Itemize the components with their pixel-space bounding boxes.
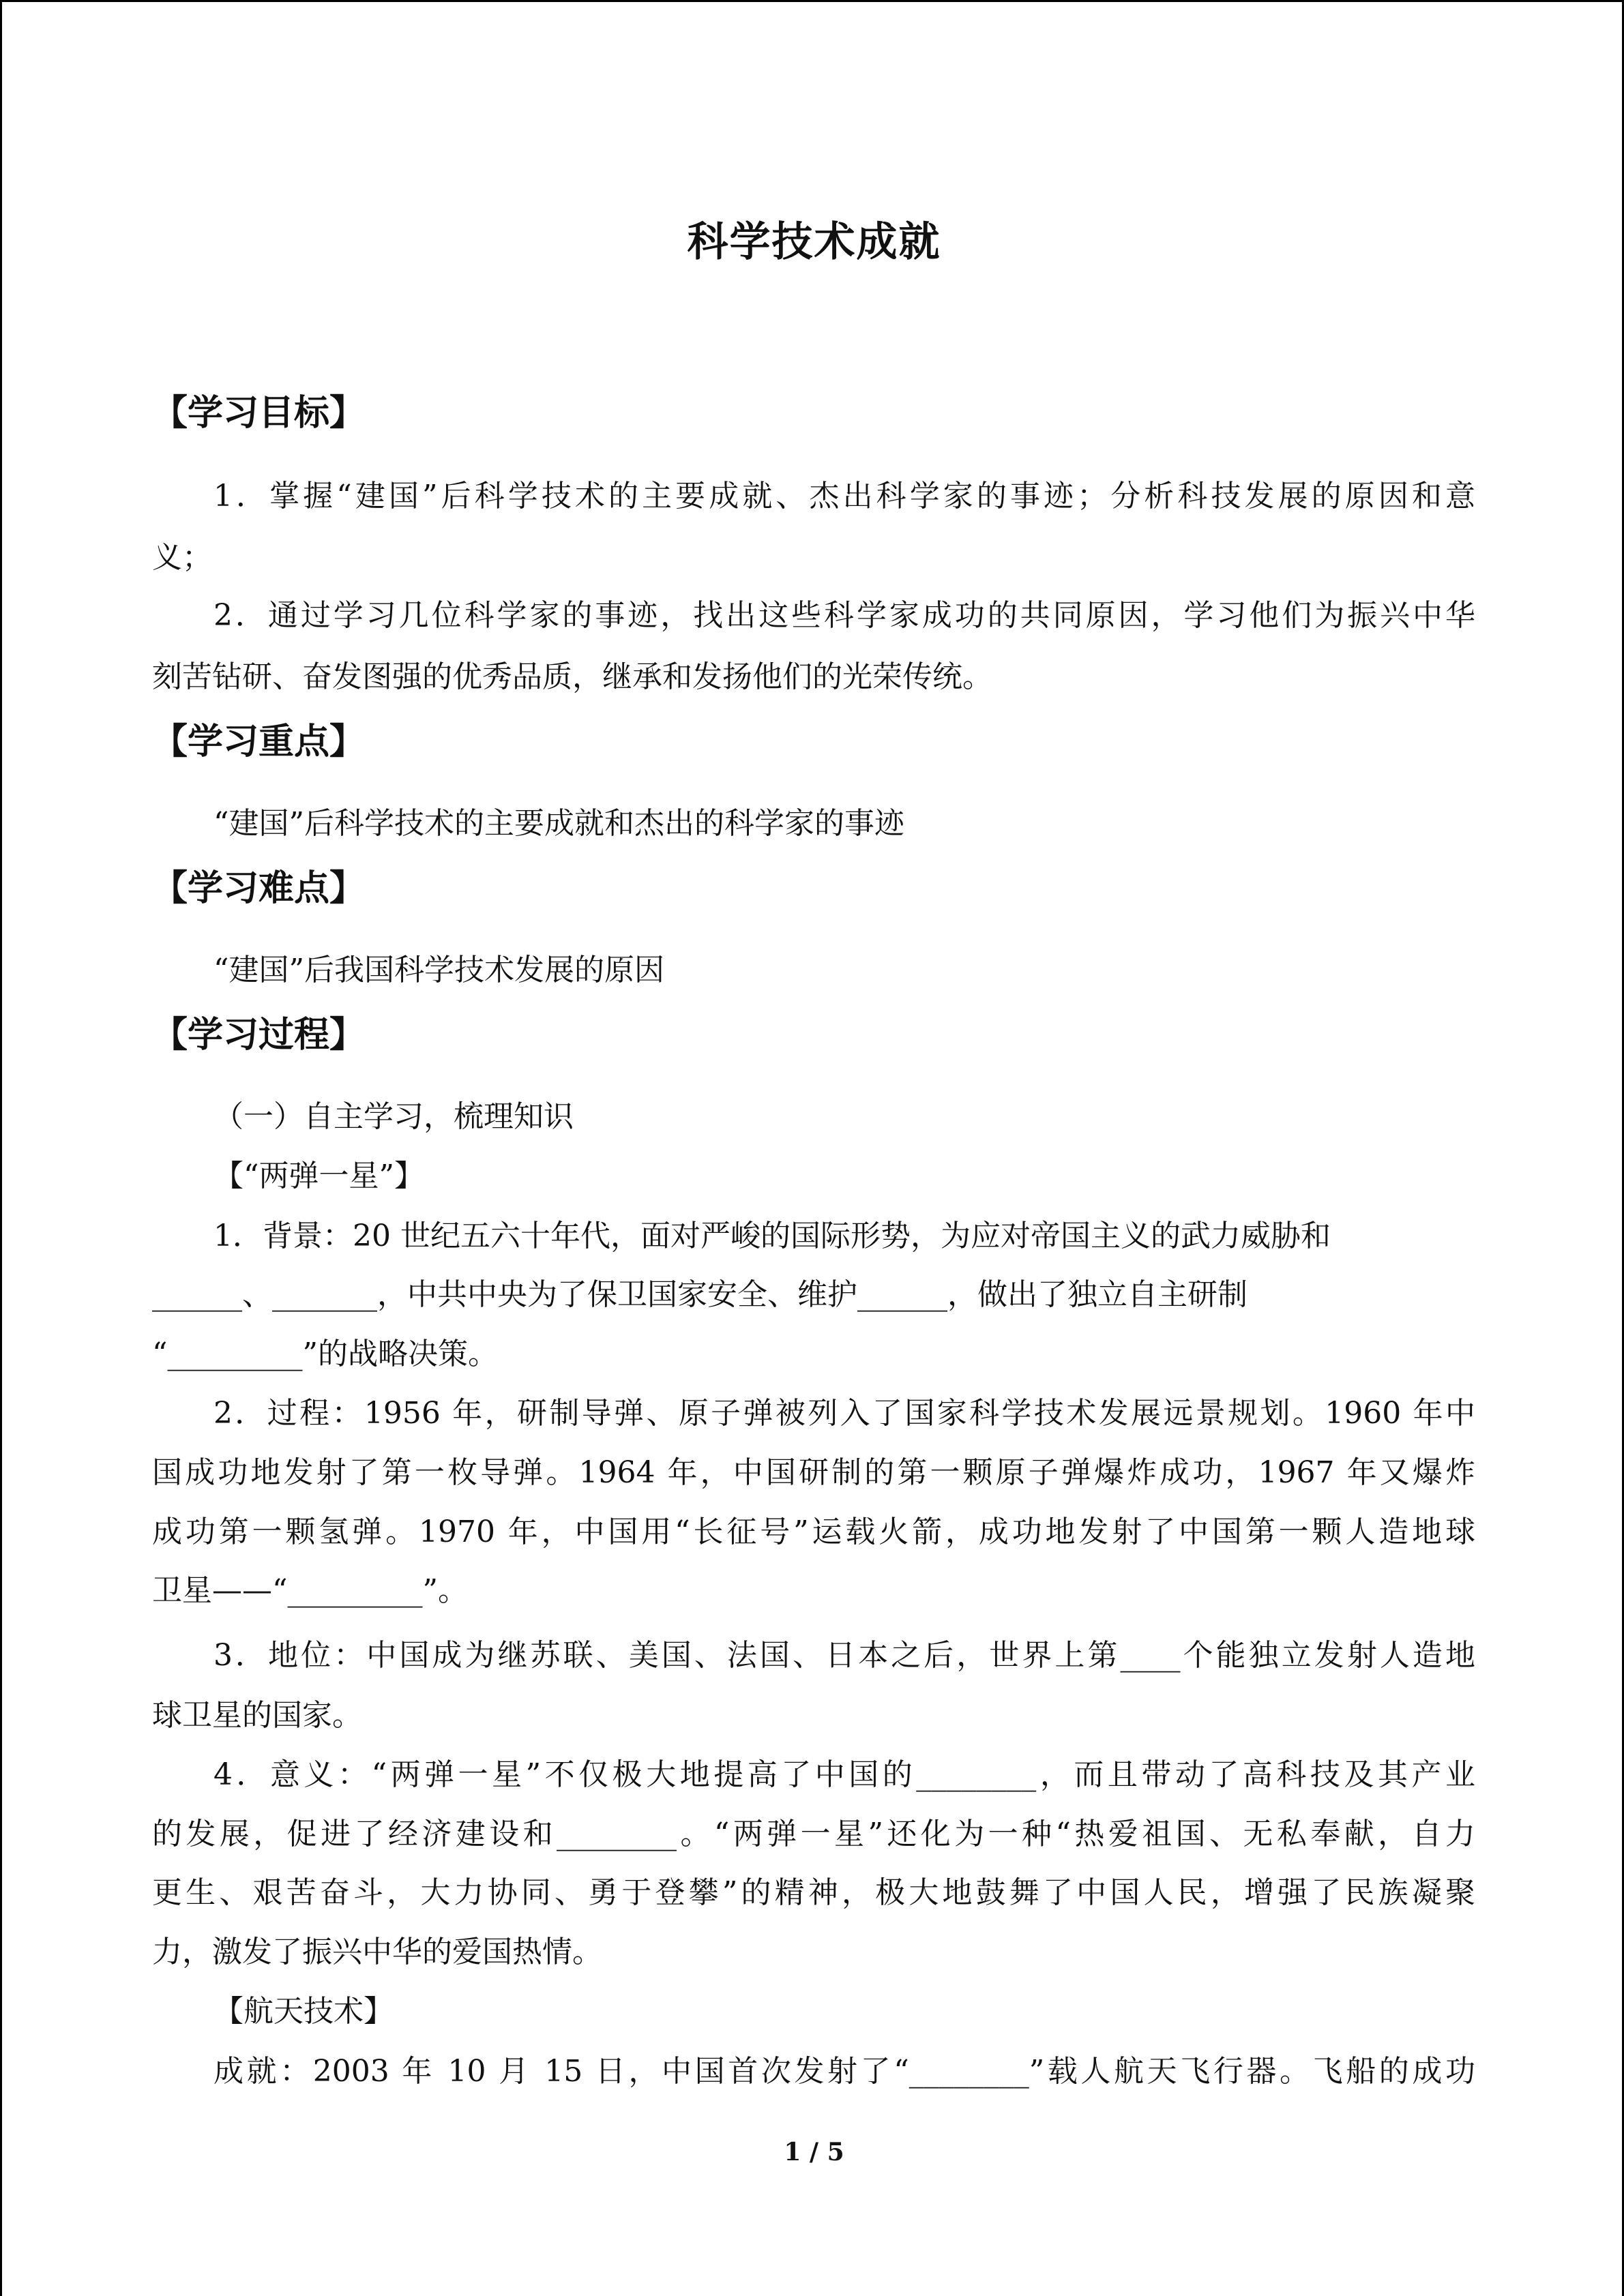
background-line-1: 1．背景：20 世纪五六十年代，面对严峻的国际形势，为应对帝国主义的武力威胁和 — [213, 1219, 1331, 1253]
process-line-3: 成功第一颗氢弹。1970 年，中国用“长征号”运载火箭，成功地发射了中国第一颗人造地球 — [152, 1515, 1475, 1549]
difficulty-line-1: “建国”后我国科学技术发展的原因 — [213, 953, 664, 987]
heading-objectives: 【学习目标】 — [152, 393, 366, 434]
background-line-3: “_________”的战略决策。 — [152, 1337, 498, 1371]
significance-line-1: 4．意义：“两弹一星”不仅极大地提高了中国的________，而且带动了高科技及其产业 — [213, 1757, 1475, 1792]
status-line-1: 3．地位：中国成为继苏联、美国、法国、日本之后，世界上第____个能独立发射人造地 — [213, 1638, 1475, 1673]
background-line-2: ______、_______，中共中央为了保卫国家安全、维护______，做出了独立自主研制 — [152, 1277, 1247, 1312]
section-self-study: （一）自主学习，梳理知识 — [213, 1099, 574, 1134]
status-line-2: 球卫星的国家。 — [152, 1698, 362, 1733]
significance-line-3: 更生、艰苦奋斗，大力协同、勇于登攀”的精神，极大地鼓舞了中国人民，增强了民族凝聚 — [152, 1875, 1475, 1910]
process-line-4: 卫星——“_________”。 — [152, 1573, 468, 1608]
process-line-1: 2．过程：1956 年，研制导弹、原子弹被列入了国家科学技术发展远景规划。1960 年中 — [213, 1396, 1475, 1431]
subheading-two-bombs-one-satellite: 【“两弹一星”】 — [213, 1159, 424, 1193]
key-point-line-1: “建国”后科学技术的主要成就和杰出的科学家的事迹 — [213, 806, 904, 841]
heading-key-points: 【学习重点】 — [152, 721, 366, 762]
objective-line-2: 义； — [152, 540, 212, 575]
page-number: 1 / 5 — [784, 2138, 844, 2166]
subheading-space-technology: 【航天技术】 — [213, 1994, 394, 2029]
heading-difficulties: 【学习难点】 — [152, 868, 366, 909]
objective-line-3: 2．通过学习几位科学家的事迹，找出这些科学家成功的共同原因，学习他们为振兴中华 — [213, 598, 1475, 633]
significance-line-2: 的发展，促进了经济建设和________。“两弹一星”还化为一种“热爱祖国、无私奉献，自力 — [152, 1817, 1475, 1851]
heading-process: 【学习过程】 — [152, 1015, 366, 1056]
page-title: 科学技术成就 — [687, 218, 941, 266]
achievement-line-1: 成就：2003 年 10 月 15 日，中国首次发射了“________”载人航天飞行器。飞船的成功 — [213, 2054, 1475, 2089]
significance-line-4: 力，激发了振兴中华的爱国热情。 — [152, 1935, 602, 1969]
process-line-2: 国成功地发射了第一枚导弹。1964 年，中国研制的第一颗原子弹爆炸成功，1967 年又爆炸 — [152, 1455, 1475, 1490]
objective-line-1: 1．掌握“建国”后科学技术的主要成就、杰出科学家的事迹；分析科技发展的原因和意 — [213, 479, 1475, 513]
objective-line-4: 刻苦钻研、奋发图强的优秀品质，继承和发扬他们的光荣传统。 — [152, 659, 992, 694]
